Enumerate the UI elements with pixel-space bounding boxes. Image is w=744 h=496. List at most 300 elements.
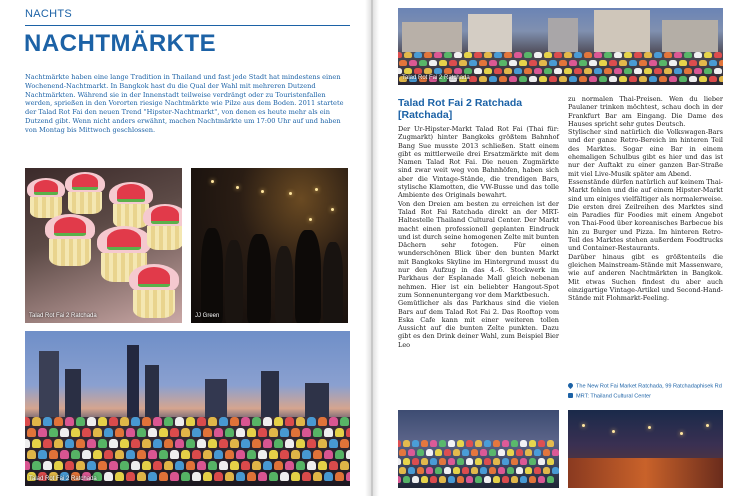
market-tent xyxy=(534,449,541,456)
market-tent xyxy=(324,450,333,459)
market-tent xyxy=(594,52,602,58)
market-tent xyxy=(43,461,52,470)
tent-rows xyxy=(398,440,559,488)
silhouette xyxy=(201,228,223,323)
market-tent xyxy=(474,68,482,74)
market-tent xyxy=(87,439,96,448)
market-tent xyxy=(49,428,58,437)
market-tent xyxy=(609,60,617,66)
market-tent xyxy=(619,76,627,82)
market-tent xyxy=(539,60,547,66)
market-tent xyxy=(208,461,217,470)
market-tent xyxy=(579,76,587,82)
market-tent xyxy=(444,449,451,456)
market-tent xyxy=(435,467,442,474)
market-tent xyxy=(404,52,412,58)
string-light xyxy=(680,432,683,435)
market-tent xyxy=(639,60,647,66)
market-tent xyxy=(494,68,502,74)
market-tent xyxy=(469,76,477,82)
building xyxy=(468,14,512,52)
market-tent xyxy=(444,467,451,474)
market-tent xyxy=(340,439,349,448)
market-tent xyxy=(538,440,545,447)
market-tent xyxy=(709,76,717,82)
market-tent xyxy=(529,440,536,447)
market-tent xyxy=(574,52,582,58)
market-tent xyxy=(484,68,492,74)
market-tent xyxy=(599,76,607,82)
page-spine xyxy=(365,0,379,496)
market-tent xyxy=(704,68,712,74)
market-tent xyxy=(479,60,487,66)
market-tent xyxy=(291,428,300,437)
market-tent xyxy=(684,52,692,58)
market-tent xyxy=(302,472,311,481)
market-tent xyxy=(219,461,228,470)
market-tent xyxy=(674,52,682,58)
watermelon-cupcake xyxy=(45,214,95,266)
market-tent xyxy=(186,417,195,426)
market-tent xyxy=(584,52,592,58)
string-light xyxy=(236,186,239,189)
skyscraper xyxy=(39,351,59,421)
market-tent xyxy=(153,461,162,470)
market-tent xyxy=(694,52,702,58)
market-tent xyxy=(554,68,562,74)
string-light xyxy=(331,208,334,211)
market-tent xyxy=(214,450,223,459)
market-tent xyxy=(604,68,612,74)
market-tent xyxy=(529,458,536,465)
market-tent xyxy=(313,428,322,437)
market-tent xyxy=(340,417,349,426)
market-tent xyxy=(203,472,212,481)
market-tent xyxy=(624,68,632,74)
string-light xyxy=(211,180,214,183)
skyscraper xyxy=(205,379,227,421)
market-tent xyxy=(489,60,497,66)
market-tent xyxy=(109,439,118,448)
skyscraper xyxy=(127,345,139,421)
market-tent xyxy=(559,76,567,82)
market-tent xyxy=(186,439,195,448)
market-tent xyxy=(524,68,532,74)
market-tent xyxy=(534,68,542,74)
market-tent xyxy=(225,428,234,437)
market-tent xyxy=(614,52,622,58)
market-tent xyxy=(520,440,527,447)
bar-street-photo xyxy=(568,410,723,488)
market-tent xyxy=(346,428,351,437)
market-skyline-photo xyxy=(25,331,350,486)
watermelon-cupcake xyxy=(65,172,105,214)
market-tent xyxy=(32,461,41,470)
section-divider xyxy=(25,25,350,26)
market-tent xyxy=(403,440,410,447)
market-tent xyxy=(624,52,632,58)
market-tent xyxy=(466,458,473,465)
market-tent xyxy=(153,417,162,426)
transit-line xyxy=(568,393,728,400)
market-tent xyxy=(493,440,500,447)
market-tent xyxy=(120,417,129,426)
market-tent xyxy=(502,440,509,447)
market-tent xyxy=(280,428,289,437)
market-tent xyxy=(529,76,537,82)
market-tent xyxy=(219,439,228,448)
market-tent xyxy=(335,472,344,481)
address-text: The New Rot Fai Market Ratchada, 99 Ratchadaphisek Rd xyxy=(576,383,722,390)
building xyxy=(662,20,718,52)
market-tent xyxy=(552,449,559,456)
market-tent xyxy=(659,76,667,82)
market-tent xyxy=(71,428,80,437)
market-tent xyxy=(269,472,278,481)
market-tent xyxy=(76,461,85,470)
market-tent xyxy=(302,428,311,437)
market-tent xyxy=(649,76,657,82)
market-tent xyxy=(689,76,697,82)
market-tent xyxy=(82,450,91,459)
market-tent xyxy=(498,467,505,474)
market-tent xyxy=(104,472,113,481)
market-tent xyxy=(489,76,497,82)
market-tent xyxy=(197,417,206,426)
market-tent xyxy=(480,449,487,456)
market-tent xyxy=(684,68,692,74)
market-tent xyxy=(263,461,272,470)
market-tent xyxy=(544,68,552,74)
paragraph: zu normalen Thai-Preisen. Wen du lieber Paulaner trinken möchtest, schau doch in der Frankfurt Bar am Eingang. Die Dame des Hauses spricht sehr gutes Deutsch. xyxy=(568,95,723,128)
market-tent xyxy=(153,439,162,448)
market-tent xyxy=(252,439,261,448)
market-tent xyxy=(263,417,272,426)
market-tent xyxy=(54,417,63,426)
market-tent xyxy=(403,476,410,483)
market-tent xyxy=(54,439,63,448)
market-tent xyxy=(346,450,351,459)
market-tent xyxy=(324,472,333,481)
market-tent xyxy=(469,60,477,66)
market-tent xyxy=(175,461,184,470)
market-tent xyxy=(654,52,662,58)
market-tent xyxy=(654,68,662,74)
market-tent xyxy=(302,450,311,459)
market-tent xyxy=(719,76,723,82)
market-tent xyxy=(137,428,146,437)
market-tent xyxy=(554,52,562,58)
market-tent xyxy=(509,60,517,66)
market-tent xyxy=(398,440,401,447)
market-tent xyxy=(659,60,667,66)
watermelon-cupcake xyxy=(27,178,65,218)
market-tent xyxy=(484,52,492,58)
market-tent xyxy=(236,450,245,459)
market-tent xyxy=(426,467,433,474)
market-tent xyxy=(115,450,124,459)
market-tent xyxy=(629,76,637,82)
market-tent xyxy=(679,76,687,82)
market-tent xyxy=(462,449,469,456)
market-tent xyxy=(434,52,442,58)
market-tent xyxy=(534,52,542,58)
market-tent xyxy=(274,461,283,470)
silhouette xyxy=(323,242,343,323)
market-tent xyxy=(241,417,250,426)
market-tent xyxy=(208,439,217,448)
market-tent xyxy=(43,417,52,426)
market-tent xyxy=(709,60,717,66)
market-tent xyxy=(148,450,157,459)
market-tent xyxy=(404,68,412,74)
market-tent xyxy=(164,461,173,470)
market-tent xyxy=(403,458,410,465)
market-tent xyxy=(131,417,140,426)
market-tent xyxy=(539,76,547,82)
string-light xyxy=(309,218,312,221)
market-tent xyxy=(335,450,344,459)
market-tent xyxy=(629,60,637,66)
market-tent xyxy=(307,439,316,448)
market-tent xyxy=(38,428,47,437)
market-tent xyxy=(514,68,522,74)
market-tent xyxy=(475,458,482,465)
market-tent xyxy=(511,440,518,447)
market-tent xyxy=(258,472,267,481)
market-tent xyxy=(93,450,102,459)
market-tent xyxy=(412,440,419,447)
bar-counter xyxy=(568,458,723,488)
market-tent xyxy=(148,428,157,437)
market-tent xyxy=(525,467,532,474)
market-tent xyxy=(399,467,406,474)
market-tent xyxy=(493,458,500,465)
market-tent xyxy=(434,68,442,74)
market-tent xyxy=(543,467,550,474)
market-tent xyxy=(60,450,69,459)
market-tent xyxy=(109,461,118,470)
market-tent xyxy=(115,472,124,481)
market-tent xyxy=(489,449,496,456)
market-tent xyxy=(181,450,190,459)
market-tent xyxy=(285,417,294,426)
market-tent xyxy=(511,458,518,465)
market-tent xyxy=(534,467,541,474)
market-tent xyxy=(398,476,401,483)
market-tent xyxy=(27,428,36,437)
market-tent xyxy=(421,440,428,447)
silhouette xyxy=(247,234,271,323)
market-tent xyxy=(435,449,442,456)
market-tent xyxy=(520,458,527,465)
market-tent xyxy=(399,449,406,456)
market-tent xyxy=(329,439,338,448)
market-tent xyxy=(714,52,722,58)
market-tent xyxy=(192,450,201,459)
market-tent xyxy=(170,428,179,437)
market-tent xyxy=(529,476,536,483)
market-tent xyxy=(430,440,437,447)
market-tent xyxy=(549,76,557,82)
market-tent xyxy=(639,76,647,82)
market-tent xyxy=(507,467,514,474)
market-tent xyxy=(430,458,437,465)
market-tent xyxy=(335,428,344,437)
market-tent xyxy=(424,68,432,74)
market-tent xyxy=(502,458,509,465)
market-tent xyxy=(509,76,517,82)
market-tent xyxy=(599,60,607,66)
market-tent xyxy=(203,450,212,459)
market-tent xyxy=(296,461,305,470)
market-tent xyxy=(480,467,487,474)
silhouette xyxy=(275,246,293,323)
train-icon xyxy=(568,393,573,398)
market-tent xyxy=(414,52,422,58)
market-tent xyxy=(247,428,256,437)
market-tent xyxy=(126,450,135,459)
market-tent xyxy=(466,440,473,447)
market-tent xyxy=(519,60,527,66)
market-tent xyxy=(186,461,195,470)
page-title: NACHTMÄRKTE xyxy=(24,30,217,57)
paragraph: Stylischer sind natürlich die Volkswagen-Bars und der ganze Retro-Bereich im hinteren Teil des Marktes. Sogar eine Bar in einem ehemaligen Schulbus gibt es hier und das ist nur der Auftakt zu einer ganzen Bar-Straße mit viel Live-Musik später am Abend. xyxy=(568,128,723,178)
market-tent xyxy=(453,467,460,474)
paragraph: Darüber hinaus gibt es größtenteils die gleichen Mainstream-Stände mit Massenware, wie auf anderen Nachtmärkten in Bangkok. Mit etwas Suchen findest du aber auch einzigartige Vintage-Artikel und Second-Hand-Stände mit Flohmarkt-Feeling. xyxy=(568,252,723,303)
market-tent xyxy=(564,68,572,74)
market-top-photo xyxy=(398,8,723,85)
market-tent xyxy=(76,417,85,426)
building xyxy=(402,22,462,52)
market-tent xyxy=(318,417,327,426)
market-tent xyxy=(93,428,102,437)
market-tent xyxy=(457,458,464,465)
market-tent xyxy=(126,428,135,437)
market-tent xyxy=(538,458,545,465)
market-tent xyxy=(181,472,190,481)
market-tent xyxy=(614,68,622,74)
string-light xyxy=(315,188,318,191)
market-tent xyxy=(82,428,91,437)
market-tent xyxy=(448,458,455,465)
market-tent xyxy=(291,450,300,459)
market-tent xyxy=(285,461,294,470)
market-tent xyxy=(694,68,702,74)
market-tent xyxy=(429,60,437,66)
market-tent xyxy=(98,439,107,448)
market-tent xyxy=(484,440,491,447)
market-tent xyxy=(197,439,206,448)
string-light xyxy=(648,426,651,429)
market-tent xyxy=(498,449,505,456)
market-tent xyxy=(644,52,652,58)
photo-caption: Talad Rot Fai 2 Ratchada xyxy=(29,313,97,319)
market-tent xyxy=(236,472,245,481)
market-tent xyxy=(584,68,592,74)
market-tent xyxy=(484,458,491,465)
market-tent xyxy=(25,461,30,470)
market-tent xyxy=(49,450,58,459)
article-column-1 xyxy=(398,125,559,349)
market-tent xyxy=(549,60,557,66)
market-tent xyxy=(115,428,124,437)
market-tent xyxy=(398,68,402,74)
market-tent xyxy=(142,417,151,426)
market-tent xyxy=(324,428,333,437)
market-tent xyxy=(296,417,305,426)
paragraph: Essenstände dürfen natürlich auf keinem Thai-Markt fehlen und die auf einem Hipster-Markt sind um einiges vielfältiger als normalerweise. Die ersten drei Zeilreihen des Marktes sind ein Paradies für Foodies mit einem Angebot von Thai-Food über koreanisches Barbecue bis hin zu Burger und Pizza. Im hinteren Retro-Teil des Marktes stehen außerdem Foodtrucks und Container-Restaurants. xyxy=(568,177,723,253)
market-tent xyxy=(214,428,223,437)
market-tent xyxy=(65,417,74,426)
market-tent xyxy=(285,439,294,448)
market-tent xyxy=(489,467,496,474)
market-tent xyxy=(247,472,256,481)
market-tent xyxy=(439,458,446,465)
market-tent xyxy=(412,476,419,483)
market-tent xyxy=(674,68,682,74)
string-light xyxy=(612,430,615,433)
article-title: Talad Rot Fai 2 Ratchada [Ratchada] xyxy=(398,97,523,121)
market-tent xyxy=(589,76,597,82)
transit-text: MRT: Thailand Cultural Center xyxy=(576,393,652,400)
market-tent xyxy=(475,476,482,483)
market-tent xyxy=(87,417,96,426)
market-tent xyxy=(417,449,424,456)
market-tent xyxy=(208,417,217,426)
market-tent xyxy=(493,476,500,483)
market-tent xyxy=(399,60,407,66)
string-light xyxy=(261,190,264,193)
market-tent xyxy=(313,472,322,481)
market-tent xyxy=(241,439,250,448)
market-tent xyxy=(43,439,52,448)
market-tent xyxy=(280,450,289,459)
market-tent xyxy=(604,52,612,58)
market-tent xyxy=(714,68,722,74)
market-tent xyxy=(525,449,532,456)
market-tent xyxy=(329,461,338,470)
market-tent xyxy=(704,52,712,58)
market-tent xyxy=(263,439,272,448)
market-tent xyxy=(54,461,63,470)
market-tent xyxy=(203,428,212,437)
market-tent xyxy=(444,68,452,74)
market-tent xyxy=(547,440,554,447)
market-tent xyxy=(529,60,537,66)
market-tent xyxy=(475,440,482,447)
market-tent xyxy=(159,428,168,437)
market-tent xyxy=(538,476,545,483)
market-tent xyxy=(340,461,349,470)
market-tent xyxy=(296,439,305,448)
market-tent xyxy=(564,52,572,58)
market-tent xyxy=(464,68,472,74)
market-tent xyxy=(170,450,179,459)
market-tent xyxy=(689,60,697,66)
market-tent xyxy=(230,461,239,470)
market-tent xyxy=(453,449,460,456)
section-label: NACHTS xyxy=(25,8,73,20)
market-tent xyxy=(164,417,173,426)
market-tent xyxy=(439,476,446,483)
market-tent xyxy=(159,450,168,459)
market-tent xyxy=(408,449,415,456)
market-tent xyxy=(699,60,707,66)
market-tent xyxy=(679,60,687,66)
market-tent xyxy=(131,439,140,448)
market-tent xyxy=(252,417,261,426)
